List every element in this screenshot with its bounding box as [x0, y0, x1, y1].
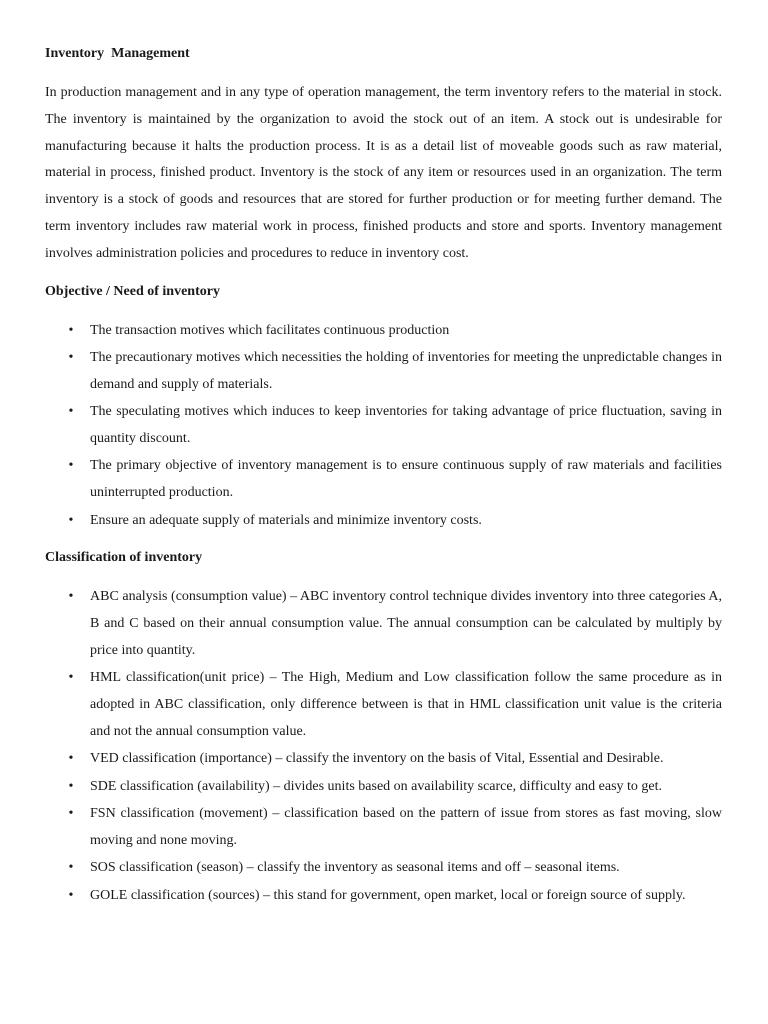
- bullet-icon: •: [68, 404, 74, 420]
- bullet-icon: •: [68, 512, 74, 528]
- bullet-icon: •: [68, 349, 74, 365]
- list-item-text: The transaction motives which facilitates continuous production: [90, 322, 450, 338]
- list-item-text: The speculating motives which induces to keep inventories for taking advantage of price fluctuation, saving in quantity discount.: [90, 404, 722, 446]
- list-item: [45, 665, 722, 745]
- bullet-icon: •: [68, 670, 74, 686]
- list-item: [45, 318, 722, 345]
- bullet-icon: •: [68, 860, 74, 876]
- list-item-text: SDE classification (availability) – divides units based on availability scarce, difficulty and easy to get.: [90, 778, 663, 794]
- list-item-text: FSN classification (movement) – classification based on the pattern of issue from stores as fast moving, slow moving and none moving.: [90, 806, 722, 848]
- objective-heading: Objective / Need of inventory: [45, 283, 220, 299]
- objective-list: [45, 318, 722, 535]
- list-item: [45, 453, 722, 507]
- list-item-text: SOS classification (season) – classify the inventory as seasonal items and off – seasonal items.: [90, 860, 620, 876]
- bullet-icon: •: [68, 887, 74, 903]
- list-item: [45, 855, 722, 882]
- list-item: [45, 801, 722, 855]
- list-item: [45, 883, 722, 910]
- list-item: [45, 399, 722, 453]
- bullet-icon: •: [68, 322, 74, 338]
- list-item-text: The primary objective of inventory management is to ensure continuous supply of raw materials and facilities uninterrupted production.: [90, 458, 722, 501]
- bullet-icon: •: [68, 778, 74, 794]
- list-item: [45, 508, 722, 535]
- list-item-text: GOLE classification (sources) – this stand for government, open market, local or foreign source of supply.: [90, 887, 686, 903]
- list-item-text: Ensure an adequate supply of materials and minimize inventory costs.: [90, 512, 482, 528]
- bullet-icon: •: [68, 751, 74, 767]
- list-item: [45, 584, 722, 664]
- bullet-icon: •: [68, 458, 74, 474]
- list-item-text: VED classification (importance) – classify the inventory on the basis of Vital, Essential and Desirable.: [90, 751, 664, 767]
- classification-heading: Classification of inventory: [45, 550, 203, 566]
- intro-paragraph: In production management and in any type of operation management, the term inventory refers to the material in stock. The inventory is maintained by the organization to avoid the stock out of an item. A stock out is undesirable for manufacturing because it halts the production process. It is as a detail list of moveable goods such as raw material, material in process, finished product. Inventory is the stock of any item or resources used in an organization. The term inventory is a stock of goods and resources that are stored for further production or for meeting further demand. The term inventory includes raw material work in process, finished products and store and sports. Inventory management involves administration policies and procedures to reduce in inventory cost.: [45, 85, 722, 261]
- classification-list: [45, 584, 722, 909]
- list-item: [45, 774, 722, 801]
- list-item-text: The precautionary motives which necessities the holding of inventories for meeting the unpredictable changes in demand and supply of materials.: [90, 349, 722, 392]
- list-item-text: HML classification(unit price) – The High, Medium and Low classification follow the same procedure as in adopted in ABC classification, only difference between is that in HML classification unit value is the criteria and not the annual consumption value.: [90, 670, 722, 739]
- list-item: [45, 345, 722, 399]
- list-item-text: ABC analysis (consumption value) – ABC inventory control technique divides inventory into three categories A, B and C based on their annual consumption value. The annual consumption can be calculated by multiply by price into quantity.: [90, 589, 722, 658]
- bullet-icon: •: [68, 806, 74, 822]
- document-page: [45, 44, 722, 910]
- page-title: Inventory Management: [45, 46, 190, 61]
- list-item: [45, 746, 722, 773]
- bullet-icon: •: [68, 589, 74, 605]
